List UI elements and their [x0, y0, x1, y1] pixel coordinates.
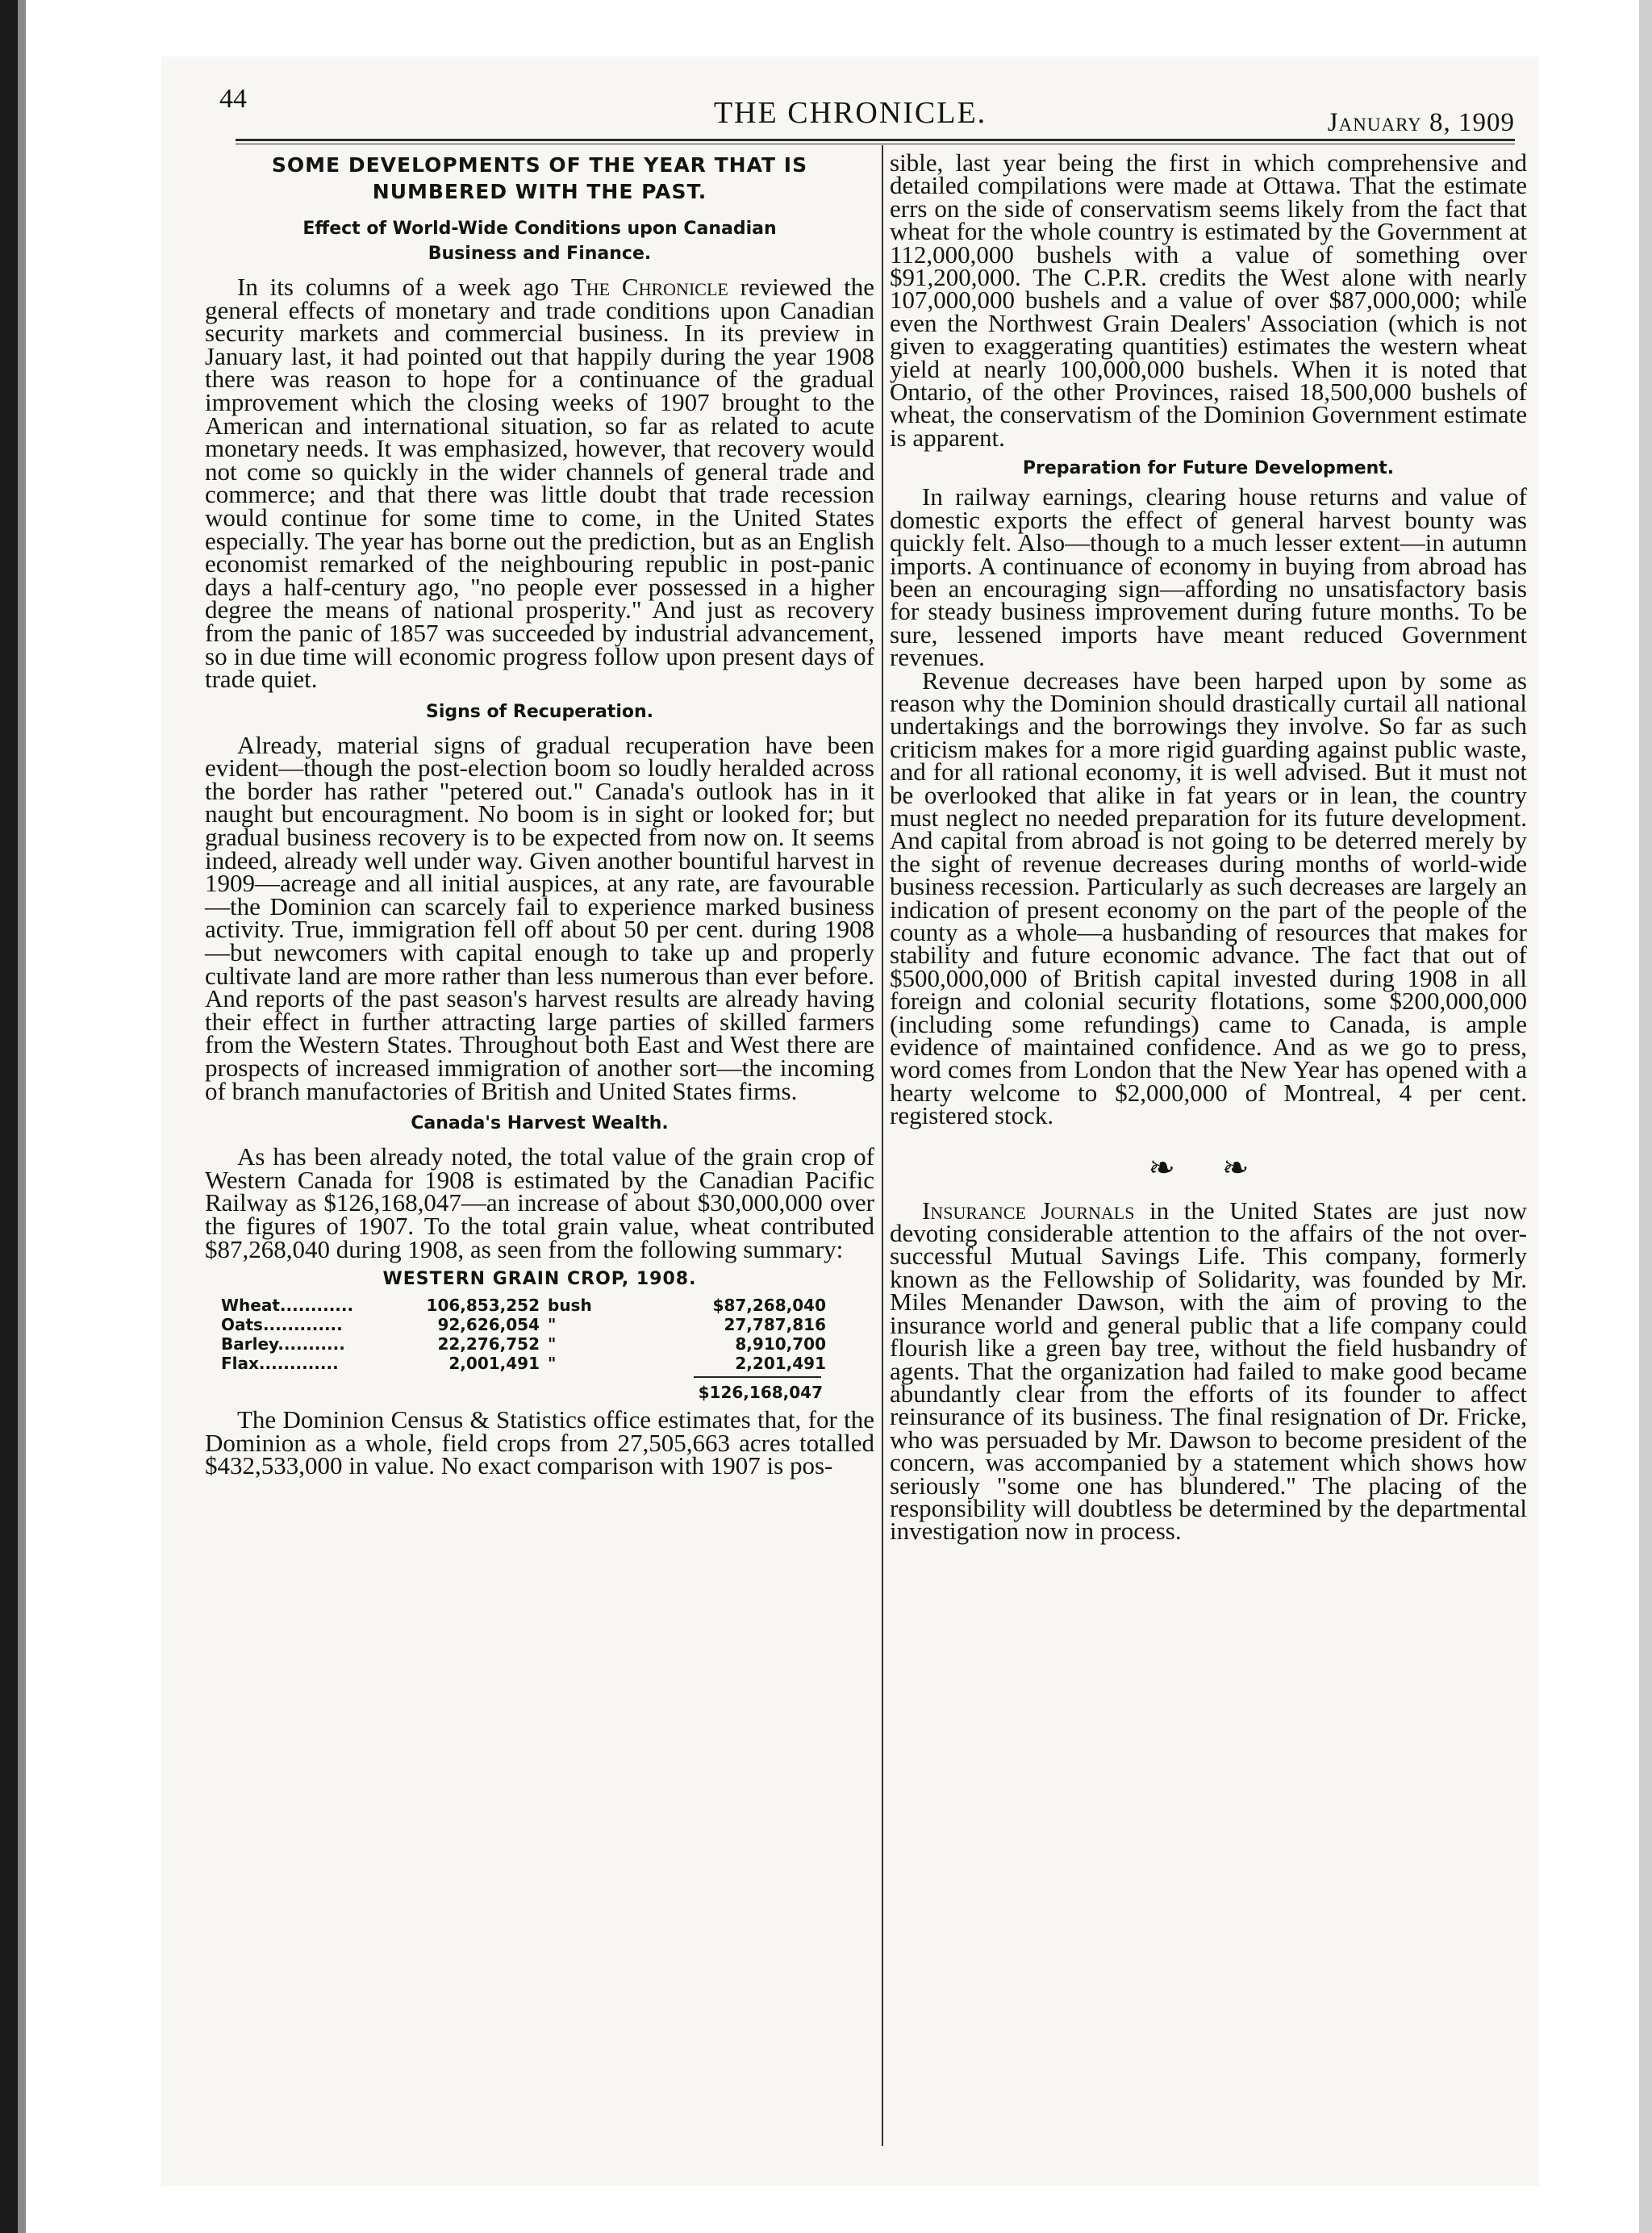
crop-name: Wheat............	[221, 1296, 354, 1316]
issue-date: January 8, 1909	[1327, 108, 1515, 137]
table-row	[205, 1296, 874, 1315]
paragraph-text: in the United States are just now devoting considerable attention to the affairs of the not over-successful Mutual Savings Life. This company, formerly known as the Fellowship of Solidarity, was founded by Mr. Miles Menander Dawson, with the aim of proving to the insurance world and general public that a life company could flourish like a green bay tree, without the field husbandry of agents. That the organization had failed to make good became abundantly clear from the efforts of its founder to affect reinsurance of its business. The final resignation of Dr. Fricke, who was persuaded by Mr. Dawson to become president of the concern, was accompanied by a statement which shows how seriously "some one has blundered." The placing of the responsibility will doubtless be determined by the departmental investigation now in process.	[890, 1196, 1527, 1546]
headline-line-1: SOME DEVELOPMENTS OF THE YEAR THAT IS	[271, 153, 808, 177]
scan-edge-right	[1639, 0, 1652, 2233]
newspaper-page	[161, 56, 1539, 2186]
crop-unit: bush	[548, 1296, 592, 1316]
lead-words: Insurance Journals	[922, 1196, 1135, 1225]
paragraph-census: The Dominion Census & Statistics office estimates that, for the Dominion as a whole, field crops from 27,505,663 acres totalled $432,533,000 in value. No exact comparison with 1907 is pos-	[205, 1405, 874, 1480]
right-column	[890, 148, 1527, 1546]
crop-bushels: 106,853,252	[426, 1296, 540, 1316]
grain-crop-table	[205, 1269, 874, 1404]
crop-name: Oats.............	[221, 1315, 343, 1335]
column-divider	[882, 145, 883, 2146]
crop-name: Flax.............	[221, 1354, 339, 1374]
crop-value: $87,268,040	[712, 1296, 826, 1316]
grain-table-title: WESTERN GRAIN CROP, 1908.	[382, 1269, 697, 1290]
subhead-line-1: Effect of World-Wide Conditions upon Canadian	[302, 219, 777, 239]
paragraph-continued: sible, last year being the first in which comprehensive and detailed compilations were made at Ottawa. That the estimate errs on the side of conservatism seems likely from the fact that wheat for the whole country is estimated by the Government at 112,000,000 bushels with a value of something over $91,200,000. The C.P.R. credits the West alone with nearly 107,000,000 bushels and a value of over $87,000,000; while even the Northwest Grain Dealers' Association (which is not given to exaggerating quantities) estimates the western wheat yield at nearly 100,000,000 bushels. When it is noted that Ontario, of the other Provinces, raised 18,500,000 bushels of wheat, the conservatism of the Dominion Government estimate is apparent.	[890, 148, 1527, 452]
subhead-harvest-wealth: Canada's Harvest Wealth.	[411, 1113, 669, 1134]
paper-name: The Chronicle	[570, 273, 728, 301]
paragraph-revenue-decreases: Revenue decreases have been harped upon by some as reason why the Dominion should drastically curtail all national undertakings and the borrowings they involve. So far as such criticism makes for a more rigid guarding against public waste, and for all rational economy, it is well advised. But it must not be overlooked that alike in fat years or in lean, the country must neglect no needed preparation for its future development. And capital from abroad is not going to be deterred merely by the sight of revenue decreases during months of world-wide business recession. Particularly as such decreases are largely an indication of present economy on the part of the people of the county as a whole—a husbanding of resources that makes for stability and future economic advance. The fact that out of $500,000,000 of British capital invested during 1908 in all foreign and colonial security flotations, some $200,000,000 (including some refundings) came to Canada, is ample evidence of maintained confidence. And as we go to press, word comes from London that the New Year has opened with a hearty welcome to $2,000,000 of Montreal, 4 per cent. registered stock.	[890, 666, 1527, 1130]
crop-value: 8,910,700	[735, 1334, 826, 1354]
page-number: 44	[219, 84, 247, 114]
crop-name: Barley...........	[221, 1334, 345, 1354]
crop-bushels: 92,626,054	[437, 1315, 540, 1335]
crop-value: 27,787,816	[724, 1315, 826, 1335]
crop-bushels: 2,001,491	[448, 1354, 540, 1374]
grain-total: $126,168,047	[698, 1383, 823, 1403]
crop-unit: "	[548, 1354, 557, 1374]
paragraph-harvest: As has been already noted, the total value of the grain crop of Western Canada for 1908 is estimated by the Canadian Pacific Railway as $126,168,047—an increase of about $30,000,000 over the figures of 1907. To the total grain value, wheat contributed $87,268,040 during 1908, as seen from the following summary:	[205, 1142, 874, 1263]
table-row	[205, 1354, 874, 1373]
subhead-future-development: Preparation for Future Development.	[1022, 458, 1395, 479]
crop-value: 2,201,491	[735, 1354, 826, 1374]
paragraph-text: In its columns of a week ago	[237, 273, 571, 301]
table-row	[205, 1315, 874, 1334]
headline-line-2: NUMBERED WITH THE PAST.	[372, 180, 707, 203]
left-column	[205, 152, 874, 1478]
subhead-recuperation: Signs of Recuperation.	[425, 701, 653, 722]
crop-unit: "	[548, 1315, 557, 1335]
article-headline	[205, 152, 874, 205]
paragraph-insurance-journals	[890, 1196, 1527, 1546]
scan-edge-left	[0, 0, 18, 2233]
crop-bushels: 22,276,752	[437, 1334, 540, 1354]
paragraph-text: reviewed the general effects of monetary and trade conditions upon Canadian security markets and commercial business. In its preview in January last, it had pointed out that happily during the year 1908 there was reason to hope for a continuance of the gradual improvement which the closing weeks of 1907 brought to the American and international situation, so far as related to acute monetary needs. It was emphasized, however, that recovery would not come so quickly in the wider channels of general trade and commerce; and that there was little doubt that trade recession would continue for some time to come, in the United States especially. The year has borne out the prediction, but as an English economist remarked of the neighbouring republic in post-panic days a half-century ago, "no people ever possessed in a higher degree the means of national prosperity." And just as recovery from the panic of 1857 was succeeded by industrial advancement, so in due time will economic progress follow upon present days of trade quiet.	[205, 273, 874, 694]
table-row	[205, 1334, 874, 1354]
publication-title: THE CHRONICLE.	[713, 96, 987, 130]
scan-edge-shadow	[18, 0, 26, 2233]
total-rule	[694, 1376, 821, 1378]
subhead-line-2: Business and Finance.	[428, 244, 652, 264]
page-header	[161, 74, 1539, 137]
paragraph-intro	[205, 273, 874, 694]
paragraph-recuperation: Already, material signs of gradual recuperation have been evident—though the post-election boom so loudly heralded across the border has rather "petered out." Canada's outlook has in it naught but encouragment. No boom is in sight or looked for; but gradual business recovery is to be expected from now on. It seems indeed, already well under way. Given another bountiful harvest in 1909—acreage and all initial auspices, at any rate, are favourable—the Dominion can scarcely fail to experience marked business activity. True, immigration fell off about 50 per cent. during 1908—but newcomers with capital enough to take up and properly cultivate land are more rather than less numerous than ever before. And reports of the past season's harvest results are already having their effect in further attracting large parties of skilled farmers from the Western States. Throughout both East and West there are prospects of increased immigration of another sort—the incoming of branch manufactories of British and United States firms.	[205, 730, 874, 1105]
subhead-world-conditions	[229, 216, 850, 266]
crop-unit: "	[548, 1334, 557, 1354]
paragraph-railway-earnings: In railway earnings, clearing house returns and value of domestic exports the effect of general harvest bounty was quickly felt. Also—though to a much lesser extent—in autumn imports. A continuance of economy in buying from abroad has been an encouraging sign—affording no unsatisfactory basis for steady business improvement during future months. To be sure, lessened imports have meant reduced Government revenues.	[890, 482, 1527, 672]
header-rule	[236, 139, 1515, 141]
section-ornament: ❧ ❧	[1148, 1149, 1269, 1186]
